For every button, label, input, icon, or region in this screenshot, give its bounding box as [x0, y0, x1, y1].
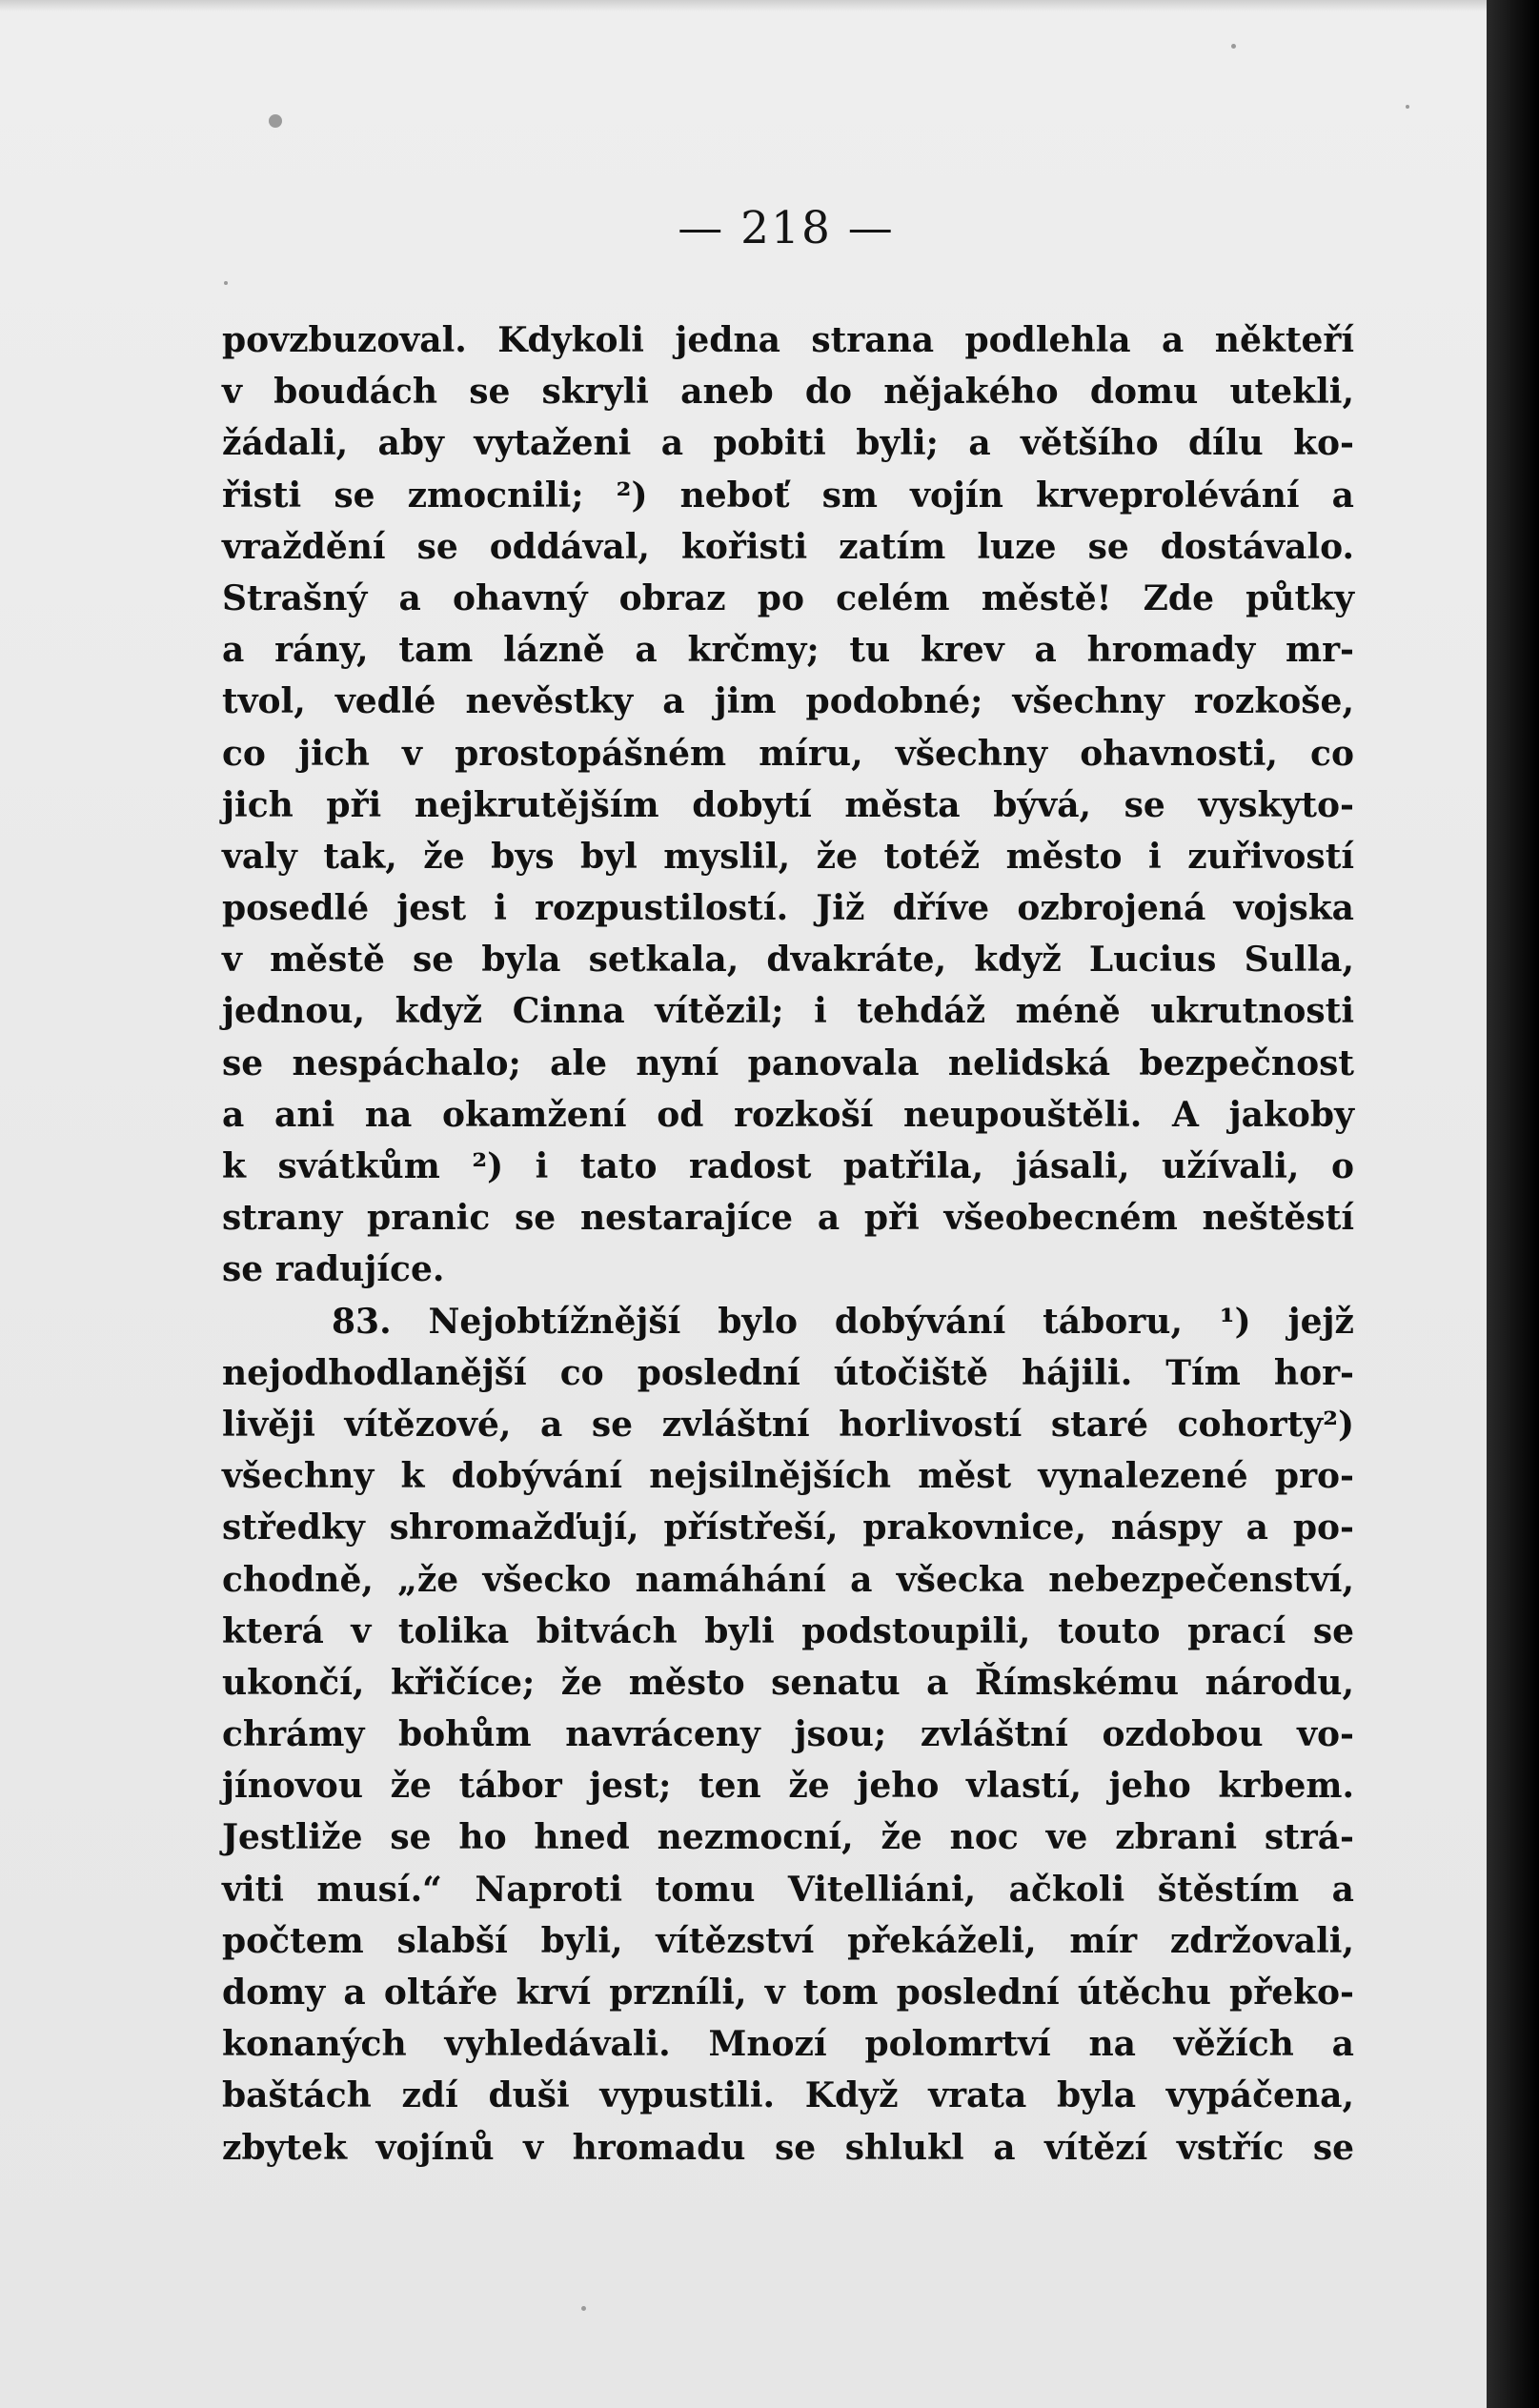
text-line: se nespáchalo; ale nyní panovala nelidská bezpečnost: [222, 1042, 1354, 1083]
text-line: jednou, když Cinna vítězil; i tehdáž méně ukrutnosti: [222, 991, 1354, 1032]
text-line: Strašný a ohavný obraz po celém městě! Zde půtky: [222, 577, 1354, 618]
text-line: nejodhodlanější co poslední útočiště hájili. Tím hor-: [222, 1352, 1354, 1393]
text-line: a ani na okamžení od rozkoší neupouštěli. A jakoby: [222, 1094, 1354, 1135]
text-line: baštách zdí duši vypustili. Když vrata byla vypáčena,: [222, 2075, 1354, 2116]
body-text: [222, 314, 1354, 2174]
text-line: počtem slabší byli, vítězství překáželi, mír zdržovali,: [222, 1920, 1354, 1961]
text-line: která v tolika bitvách byli podstoupili, touto prací se: [222, 1610, 1354, 1651]
page-number-header: — 218 —: [678, 202, 895, 254]
text-line: chrámy bohům navráceny jsou; zvláštní ozdobou vo-: [222, 1714, 1354, 1755]
text-line: zbytek vojínů v hromadu se shlukl a vítězí vstříc se: [222, 2127, 1354, 2168]
paper-speck: [581, 2306, 586, 2311]
paper-speck: [224, 281, 228, 285]
text-line: Jestliže se ho hned nezmocní, že noc ve zbrani strá-: [222, 1817, 1354, 1858]
text-line: všechny k dobývání nejsilnějších měst vynalezené pro-: [222, 1456, 1354, 1497]
text-line: se radujíce.: [222, 1249, 445, 1290]
book-spine-edge: [1487, 0, 1539, 2408]
text-line: jich při nejkrutějším dobytí města bývá, se vyskyto-: [222, 784, 1354, 825]
text-line: ukončí, křičíce; že město senatu a Římskému národu,: [222, 1662, 1354, 1703]
text-line: jínovou že tábor jest; ten že jeho vlastí, jeho krbem.: [222, 1766, 1354, 1807]
text-line: povzbuzoval. Kdykoli jedna strana podlehla a někteří: [222, 320, 1354, 360]
text-line: tvol, vedlé nevěstky a jim podobné; všechny rozkoše,: [222, 681, 1354, 722]
text-line: valy tak, že bys byl myslil, že totéž město i zuřivostí: [222, 836, 1354, 877]
text-line: v městě se byla setkala, dvakráte, když Lucius Sulla,: [222, 940, 1354, 981]
text-line: viti musí.“ Naproti tomu Vitelliáni, ačkoli štěstím a: [222, 1869, 1354, 1910]
paper-speck: [1231, 44, 1236, 49]
text-line: posedlé jest i rozpustilostí. Již dříve ozbrojená vojska: [222, 888, 1354, 929]
text-line: chodně, „že všecko namáhání a všecka nebezpečenství,: [222, 1559, 1354, 1600]
text-line: konaných vyhledávali. Mnozí polomrtví na věžích a: [222, 2024, 1354, 2065]
text-line: řisti se zmocnili; ²) neboť sm vojín krveprolévání a: [222, 475, 1354, 516]
text-line: k svátkům ²) i tato radost patřila, jásali, užívali, o: [222, 1146, 1354, 1186]
paper-speck: [1406, 105, 1409, 109]
page-top-shadow: [0, 0, 1487, 11]
text-line: žádali, aby vytaženi a pobiti byli; a většího dílu ko-: [222, 423, 1354, 464]
text-line: domy a oltáře krví przníli, v tom poslední útěchu překo-: [222, 1973, 1354, 2013]
text-line: a rány, tam lázně a krčmy; tu krev a hromady mr-: [222, 630, 1354, 671]
paper-speck: [269, 114, 282, 128]
text-line: livěji vítězové, a se zvláštní horlivostí staré cohorty²): [222, 1404, 1354, 1445]
text-line: středky shromažďují, přístřeší, prakovnice, náspy a po-: [222, 1508, 1354, 1548]
text-line: co jich v prostopášném míru, všechny ohavnosti, co: [222, 733, 1354, 774]
paragraph-start-line: 83. Nejobtížnější bylo dobývání táboru, ¹) jejž: [332, 1301, 1354, 1342]
text-line: strany pranic se nestarajíce a při všeobecném neštěstí: [222, 1198, 1354, 1239]
text-line: v boudách se skryli aneb do nějakého domu utekli,: [222, 372, 1354, 413]
text-line: vraždění se oddával, kořisti zatím luze se dostávalo.: [222, 526, 1354, 567]
